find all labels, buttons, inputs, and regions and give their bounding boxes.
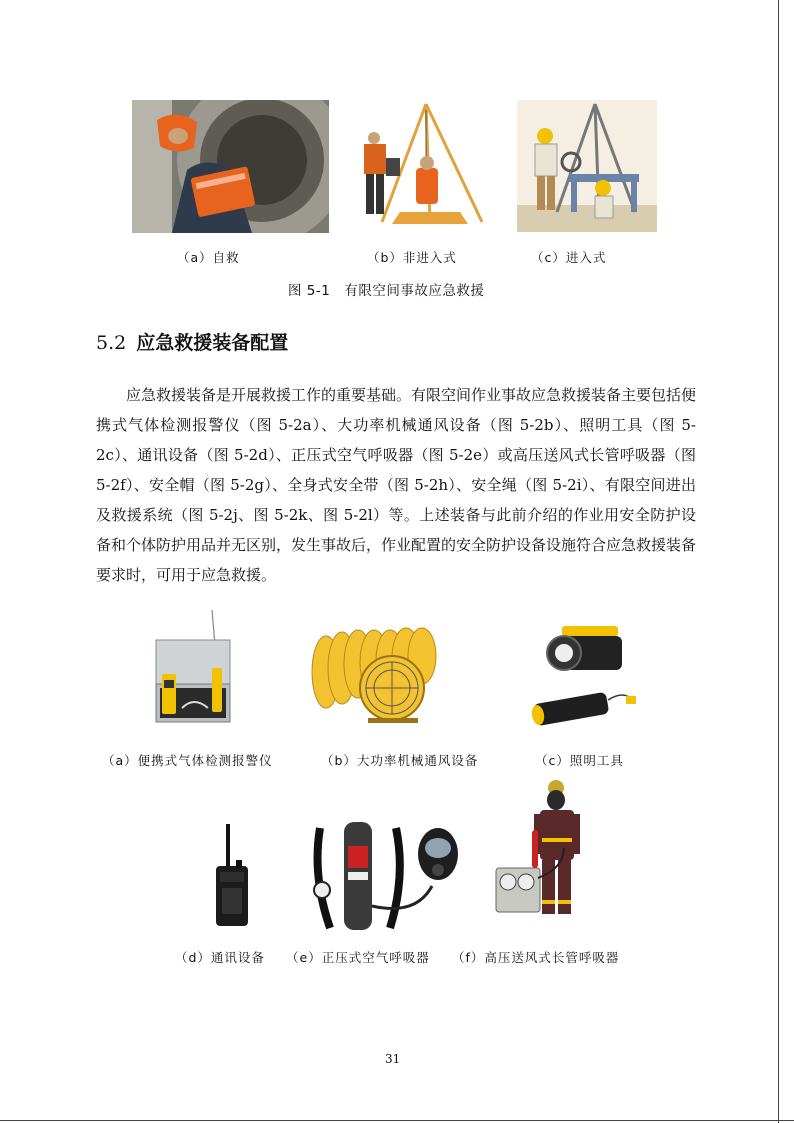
section-number: 5.2 — [96, 332, 127, 354]
caption-air-breathing-apparatus: （e）正压式空气呼吸器 — [286, 950, 430, 965]
caption-walkie-talkie: （d）通讯设备 — [175, 950, 265, 965]
photo-self-rescue — [132, 100, 329, 233]
caption-airline-respirator: （f）高压送风式长管呼吸器 — [452, 950, 620, 965]
caption-non-entry-rescue: （b）非进入式 — [367, 250, 457, 265]
photo-gas-detector — [152, 610, 234, 728]
caption-ventilation-fan: （b）大功率机械通风设备 — [321, 753, 479, 768]
photo-walkie-talkie — [206, 820, 256, 932]
photo-entry-rescue — [517, 100, 657, 232]
caption-gas-detector: （a）便携式气体检测报警仪 — [102, 753, 273, 768]
page-frame-right — [778, 0, 779, 1123]
figure-title-5-1: 图 5-1 有限空间事故应急救援 — [288, 283, 485, 299]
photo-air-breathing-apparatus — [306, 816, 466, 934]
body-paragraph: 应急救援装备是开展救援工作的重要基础。有限空间作业事故应急救援装备主要包括便携式气体检测报警仪（图 5-2a）、大功率机械通风设备（图 5-2b）、照明工具（图 5-2c）、通讯设备（图 5-2d）、正压式空气呼吸器（图 5-2e）或高压送风式长管呼吸器（图 5-2f）、安全帽（图 5-2g）、全身式安全带（图 5-2h）、安全绳（图 5-2i）、有限空间进出及救援系统（图 5-2j、图 5-2k、图 5-2l）等。上述装备与此前介绍的作业用安全防护设备和个体防护用品并无区别，发生事故后，作业配置的安全防护设备设施符合应急救援装备要求时，可用于应急救援。 — [96, 386, 697, 584]
page-number: 31 — [385, 1052, 401, 1066]
photo-airline-respirator — [494, 778, 584, 924]
photo-non-entry-rescue — [360, 100, 488, 228]
photo-ventilation-fan — [306, 622, 460, 732]
page-frame-bottom — [0, 1120, 794, 1121]
caption-entry-rescue: （c）进入式 — [531, 250, 607, 265]
caption-lighting-tools: （c）照明工具 — [535, 753, 624, 768]
section-heading — [96, 328, 288, 355]
caption-self-rescue: （a）自救 — [177, 250, 240, 265]
photo-lighting-tools — [528, 620, 646, 732]
section-title: 应急救援装备配置 — [136, 332, 289, 354]
